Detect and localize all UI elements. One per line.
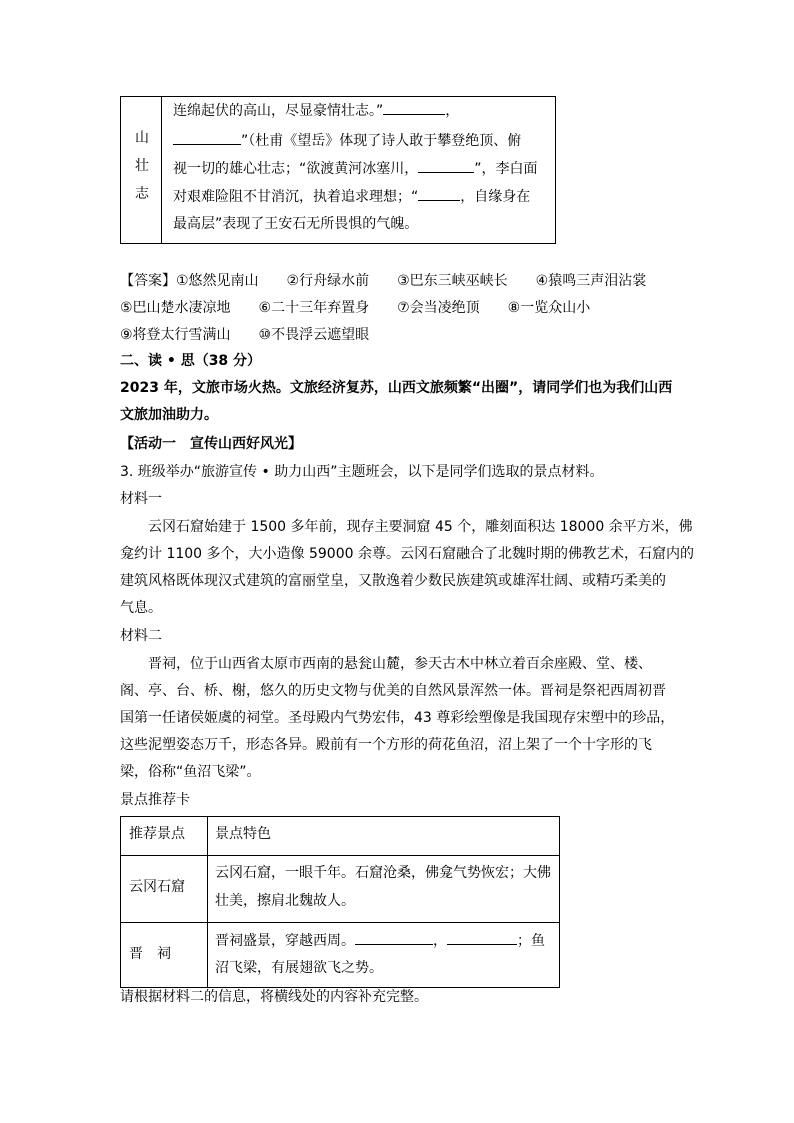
column-divider (207, 817, 208, 987)
fill-blank[interactable] (418, 159, 474, 173)
label-char: 志 (135, 186, 149, 202)
poem-table (120, 96, 556, 244)
fill-blank[interactable] (173, 131, 241, 145)
fill-blank[interactable] (355, 931, 433, 945)
label-char: 山 (135, 130, 149, 146)
material-2-line: 梁，俗称“鱼沼飞梁”。 (120, 764, 261, 780)
fill-blank[interactable] (418, 187, 460, 201)
answer-line-3: ⑨将登太行雪满山 ⑩不畏浮云遮望眼 (120, 327, 370, 343)
fill-blank[interactable] (383, 101, 445, 115)
card-title: 景点推荐卡 (120, 792, 190, 808)
question-text: 3. 班级举办“旅游宣传 • 助力山西”主题班会，以下是同学们选取的景点材料。 (120, 464, 604, 480)
fill-blank[interactable] (447, 931, 517, 945)
table-row (121, 923, 559, 987)
material-1-line: 建筑风格既体现汉式建筑的富丽堂皇，又散逸着少数民族建筑或雄浑壮阔、或精巧柔美的 (120, 573, 666, 589)
material-1-line: 气息。 (120, 600, 162, 616)
spot-feature-line: 晋祠盛景，穿越西周。 ， ；鱼 (215, 933, 545, 949)
answer-line-2: ⑤巴山楚水凄凉地 ⑥二十三年弃置身 ⑦会当凌绝顶 ⑧一览众山小 (120, 300, 591, 316)
poem-table-label-cell (121, 97, 162, 243)
answer-line-1: 【答案】①悠然见南山 ②行舟绿水前 ③巴东三峡巫峡长 ④猿鸣三声泪沾裳 (120, 273, 647, 289)
material-1-line: 龛约计 1100 多个，大小造像 59000 余尊。云冈石窟融合了北魏时期的佛教艺术，石窟内的 (120, 546, 694, 562)
poem-line: ”（杜甫《望岳》体现了诗人敢于攀登绝顶、俯 (173, 131, 521, 150)
material-2-line: 国第一任诸侯姬虞的祠堂。圣母殿内气势宏伟，43 尊彩绘塑像是我国现存宋塑中的珍品， (120, 710, 675, 726)
activity-heading: 【活动一 宣传山西好风光】 (120, 436, 302, 452)
intro-line-2: 文旅加油助力。 (120, 407, 218, 423)
material-2-title: 材料二 (120, 628, 162, 644)
header-spot: 推荐景点 (129, 826, 185, 842)
spot-feature-line: 云冈石窟，一眼千年。石窟沧桑，佛龛气势恢宏；大佛 (215, 865, 551, 881)
poem-line: 连绵起伏的高山，尽显豪情壮志。” ， (173, 103, 460, 119)
spot-name: 晋 祠 (129, 946, 171, 962)
poem-line: 最高层”表现了王安石无所畏惧的气魄。 (173, 216, 419, 232)
poem-line: 对艰难险阻不甘消沉，执着追求理想；“ ，自缘身在 (173, 189, 531, 205)
spot-name: 云冈石窟 (129, 879, 185, 895)
section-heading: 二、读 • 思（38 分） (120, 353, 262, 369)
recommendation-card-table (120, 816, 560, 988)
material-2-line: 晋祠，位于山西省太原市西南的悬瓮山麓，参天古木中林立着百余座殿、堂、楼、 (148, 656, 652, 672)
table-header-row (121, 817, 559, 856)
material-2-line: 阁、亭、台、桥、榭，悠久的历史文物与优美的自然风景浑然一体。晋祠是祭祀西周初晋 (120, 683, 666, 699)
material-1-line: 云冈石窟始建于 1500 多年前，现存主要洞窟 45 个，雕刻面积达 18000 余平方米，佛 (148, 519, 693, 535)
header-feature: 景点特色 (215, 826, 271, 842)
material-1-title: 材料一 (120, 491, 162, 507)
label-char: 壮 (135, 158, 149, 174)
spot-feature-line: 壮美，擦肩北魏故人。 (215, 893, 355, 909)
material-2-line: 这些泥塑姿态万千，形态各异。殿前有一个方形的荷花鱼沼，沼上架了一个十字形的飞 (120, 737, 652, 753)
poem-line: 视一切的雄心壮志；“欲渡黄河冰塞川， ”，李白面 (173, 161, 538, 177)
instruction-text: 请根据材料二的信息，将横线处的内容补充完整。 (120, 989, 428, 1005)
table-row (121, 856, 559, 923)
intro-line-1: 2023 年，文旅市场火热。文旅经济复苏，山西文旅频繁“出圈”，请同学们也为我们山西 (120, 380, 673, 396)
spot-feature-line: 沼飞梁，有展翅欲飞之势。 (215, 960, 383, 976)
